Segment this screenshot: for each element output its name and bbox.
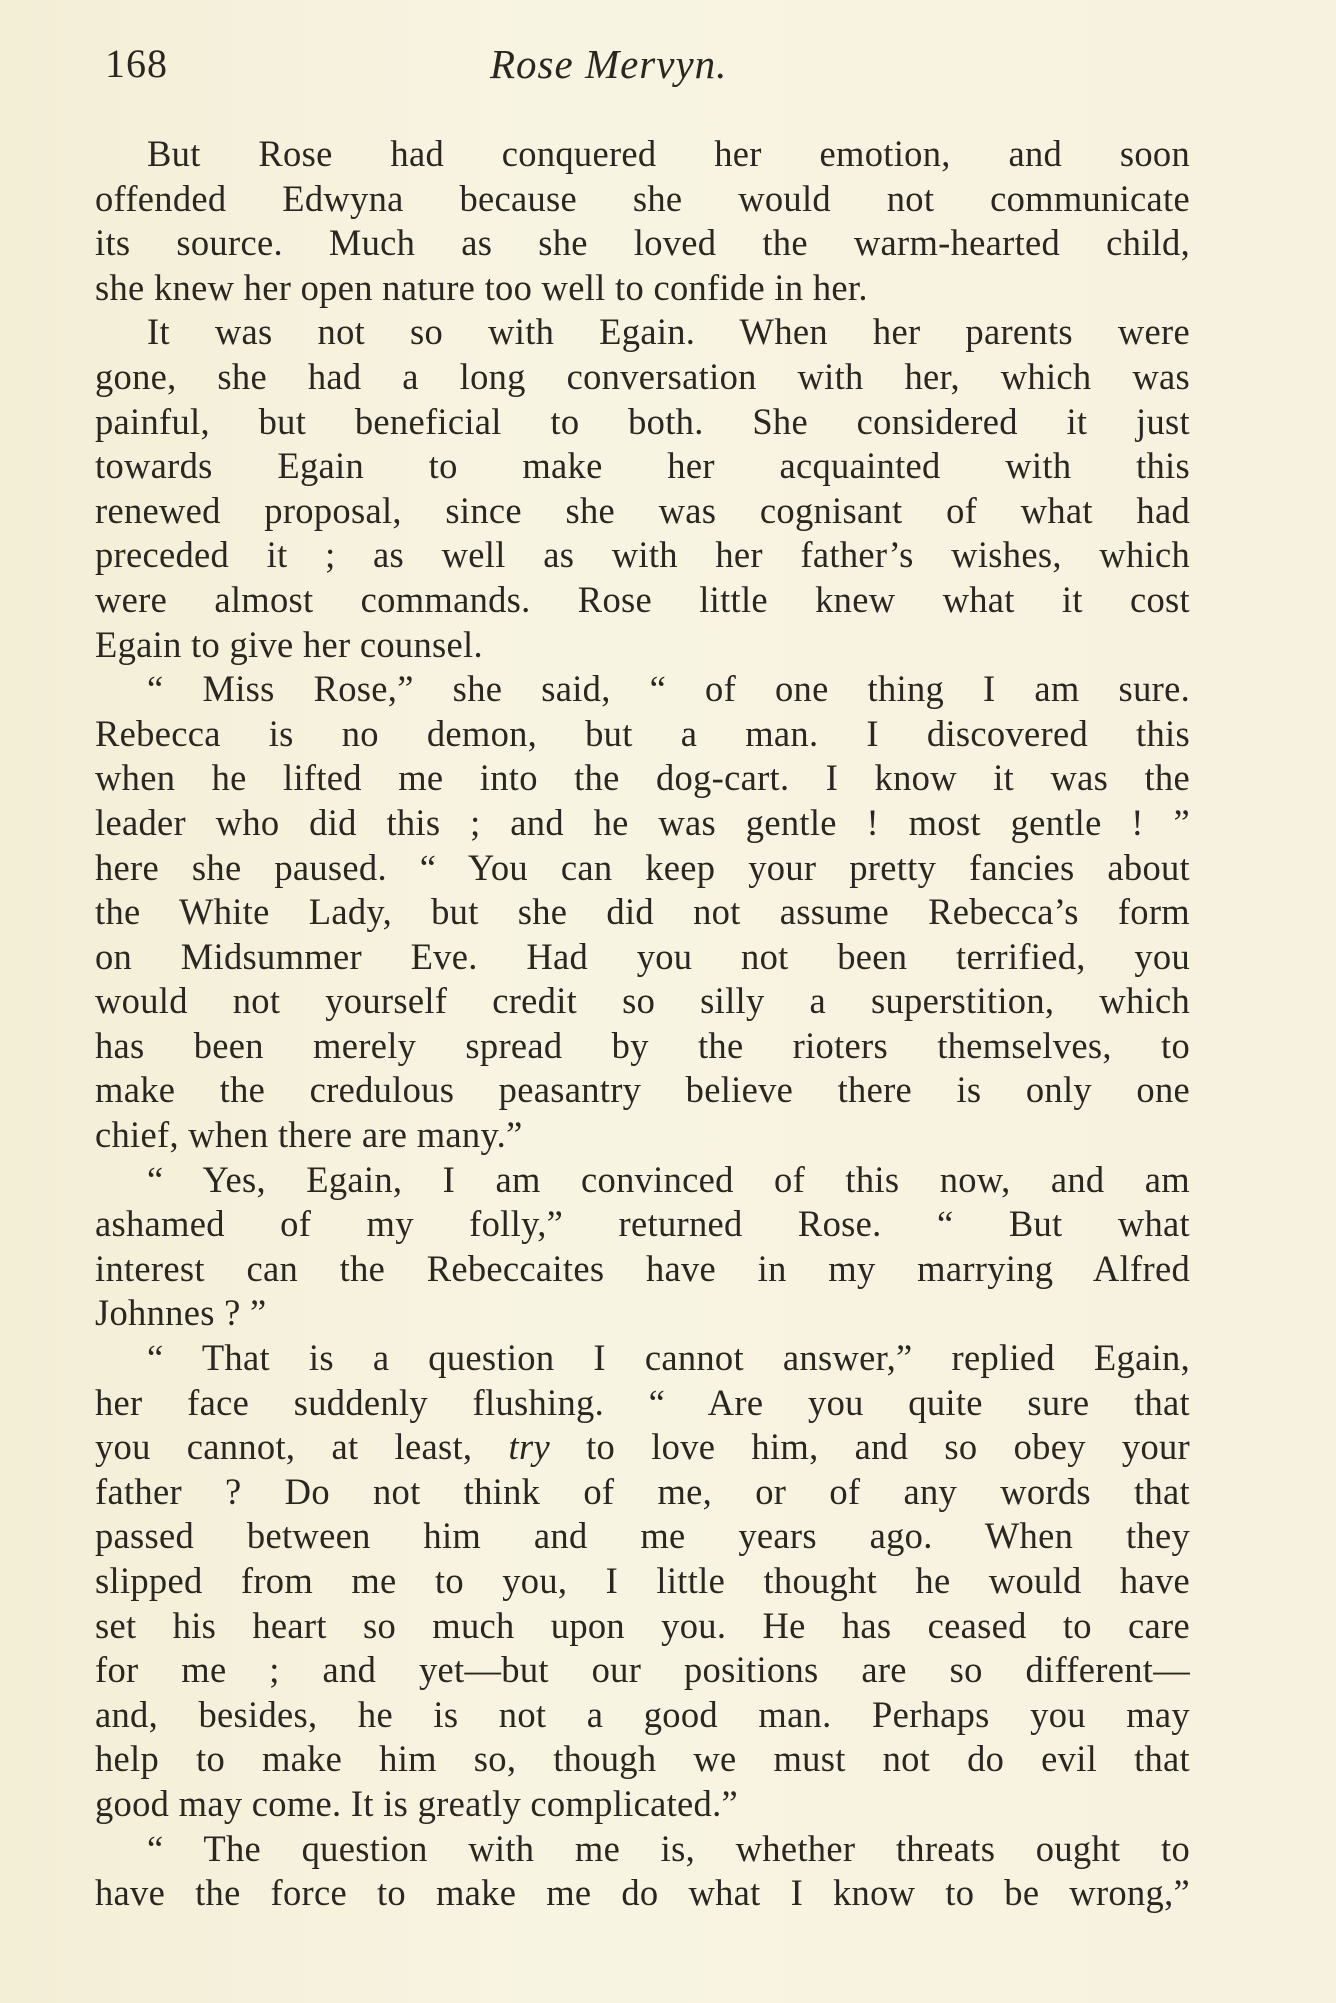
text-line: gone, she had a long conversation with her, which was [95,355,1190,397]
text-line: father ? Do not think of me, or of any words that [95,1470,1190,1512]
text-segment: to love him, and so obey your [549,1426,1190,1468]
text-segment: you cannot, at least, [95,1426,509,1468]
text-line: It was not so with Egain. When her parents were [147,311,1190,353]
text-line: its source. Much as she loved the warm-hearted child, [95,222,1190,264]
text-line: Rebecca is no demon, but a man. I discovered this [95,712,1190,754]
body-text [95,132,1190,1916]
text-line: Johnnes ? ” [95,1292,267,1334]
text-line: leader who did this ; and he was gentle ! most gentle ! ” [95,801,1190,843]
text-line: make the credulous peasantry believe there is only one [95,1069,1190,1111]
text-line: have the force to make me do what I know to be wrong,” [95,1872,1190,1914]
text-line: Egain to give her counsel. [95,623,483,665]
text-line: “ That is a question I cannot answer,” replied Egain, [147,1337,1190,1379]
text-line: ashamed of my folly,” returned Rose. “ But what [95,1203,1190,1245]
page-header [105,40,1185,100]
text-line: and, besides, he is not a good man. Perhaps you may [95,1693,1190,1735]
text-line: her face suddenly flushing. “ Are you quite sure that [95,1381,1190,1423]
text-line: help to make him so, though we must not do evil that [95,1738,1190,1780]
running-title: Rose Mervyn. [490,41,728,87]
text-line: “ Yes, Egain, I am convinced of this now, and am [147,1158,1190,1200]
text-line: painful, but beneficial to both. She considered it just [95,400,1190,442]
text-line: has been merely spread by the rioters themselves, to [95,1024,1190,1066]
text-line: for me ; and yet—but our positions are so different— [95,1649,1190,1691]
text-line: “ The question with me is, whether threats ought to [147,1827,1190,1869]
text-line: interest can the Rebeccaites have in my marrying Alfred [95,1247,1190,1289]
text-line: slipped from me to you, I little thought he would have [95,1560,1190,1601]
text-line: were almost commands. Rose little knew what it cost [95,578,1190,620]
text-line: preceded it ; as well as with her father’s wishes, which [95,534,1190,576]
text-line: renewed proposal, since she was cognisant of what had [95,489,1190,531]
page-number: 168 [105,41,168,86]
text-line: on Midsummer Eve. Had you not been terrified, you [95,935,1190,977]
text-line: passed between him and me years ago. When they [95,1515,1190,1557]
text-line [95,1425,1190,1470]
text-line: offended Edwyna because she would not communicate [95,177,1190,219]
text-line: But Rose had conquered her emotion, and soon [147,133,1190,174]
text-line: “ Miss Rose,” she said, “ of one thing I am sure. [147,668,1190,710]
emphasized-word: try [508,1426,550,1468]
text-line: chief, when there are many.” [95,1114,523,1156]
text-line: good may come. It is greatly complicated.” [95,1782,739,1824]
text-line: she knew her open nature too well to confide in her. [95,266,868,308]
text-line: towards Egain to make her acquainted with this [95,445,1190,487]
text-line: the White Lady, but she did not assume Rebecca’s form [95,891,1190,933]
text-line: when he lifted me into the dog-cart. I know it was the [95,757,1190,799]
text-line: set his heart so much upon you. He has ceased to care [95,1604,1190,1646]
text-line: here she paused. “ You can keep your pretty fancies about [95,846,1190,888]
text-line: would not yourself credit so silly a superstition, which [95,980,1190,1022]
